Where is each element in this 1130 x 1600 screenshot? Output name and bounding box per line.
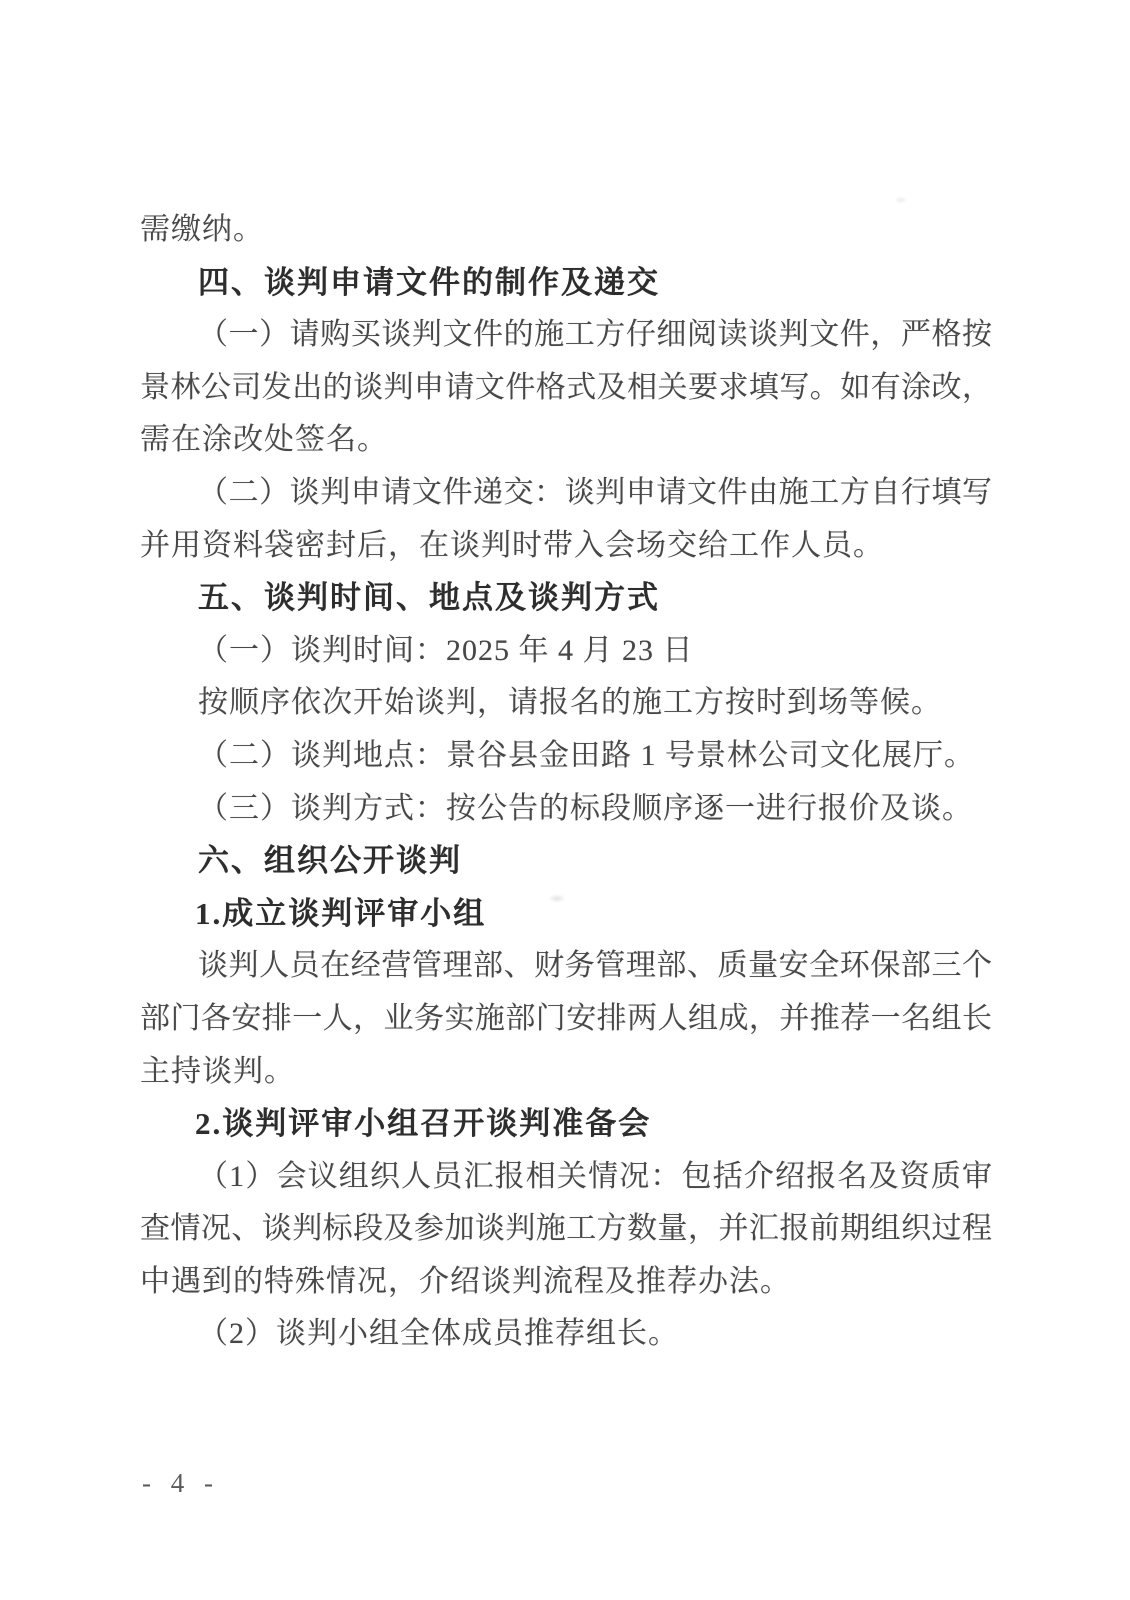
- section-heading: 四、谈判申请文件的制作及递交: [198, 264, 660, 300]
- section-heading: 五、谈判时间、地点及谈判方式: [198, 580, 660, 616]
- text-line: 部门各安排一人，业务实施部门安排两人组成，并推荐一名组长: [140, 1001, 992, 1035]
- text-line: 按顺序依次开始谈判，请报名的施工方按时到场等候。: [198, 686, 942, 720]
- text-line: 并用资料袋密封后，在谈判时带入会场交给工作人员。: [140, 528, 884, 562]
- text-line: （二）谈判申请文件递交：谈判申请文件由施工方自行填写: [198, 475, 992, 509]
- sub-heading: 2.谈判评审小组召开谈判准备会: [195, 1106, 652, 1142]
- page-number: - 4 -: [142, 1468, 215, 1498]
- text-line: 谈判人员在经营管理部、财务管理部、质量安全环保部三个: [198, 949, 992, 983]
- text-line: （2）谈判小组全体成员推荐组长。: [198, 1317, 679, 1351]
- text-line: （一）请购买谈判文件的施工方仔细阅读谈判文件，严格按: [198, 318, 992, 352]
- text-line: 需缴纳。: [140, 213, 264, 246]
- text-line: （二）谈判地点：景谷县金田路 1 号景林公司文化展厅。: [198, 738, 975, 772]
- scan-smudge: [894, 196, 908, 204]
- text-line: 景林公司发出的谈判申请文件格式及相关要求填写。如有涂改，: [140, 370, 992, 404]
- text-line: 中遇到的特殊情况，介绍谈判流程及推荐办法。: [140, 1264, 791, 1298]
- document-body: [140, 204, 992, 1361]
- text-line: （1）会议组织人员汇报相关情况：包括介绍报名及资质审: [198, 1159, 992, 1193]
- text-line: （三）谈判方式：按公告的标段顺序逐一进行报价及谈。: [198, 791, 973, 825]
- text-line: 查情况、谈判标段及参加谈判施工方数量，并汇报前期组织过程: [140, 1212, 992, 1246]
- sub-heading: 1.成立谈判评审小组: [195, 895, 487, 931]
- section-heading: 六、组织公开谈判: [198, 843, 462, 879]
- text-line: 需在涂改处签名。: [140, 423, 388, 457]
- text-line: （一）谈判时间：2025 年 4 月 23 日: [198, 633, 694, 667]
- text-line: 主持谈判。: [140, 1054, 295, 1088]
